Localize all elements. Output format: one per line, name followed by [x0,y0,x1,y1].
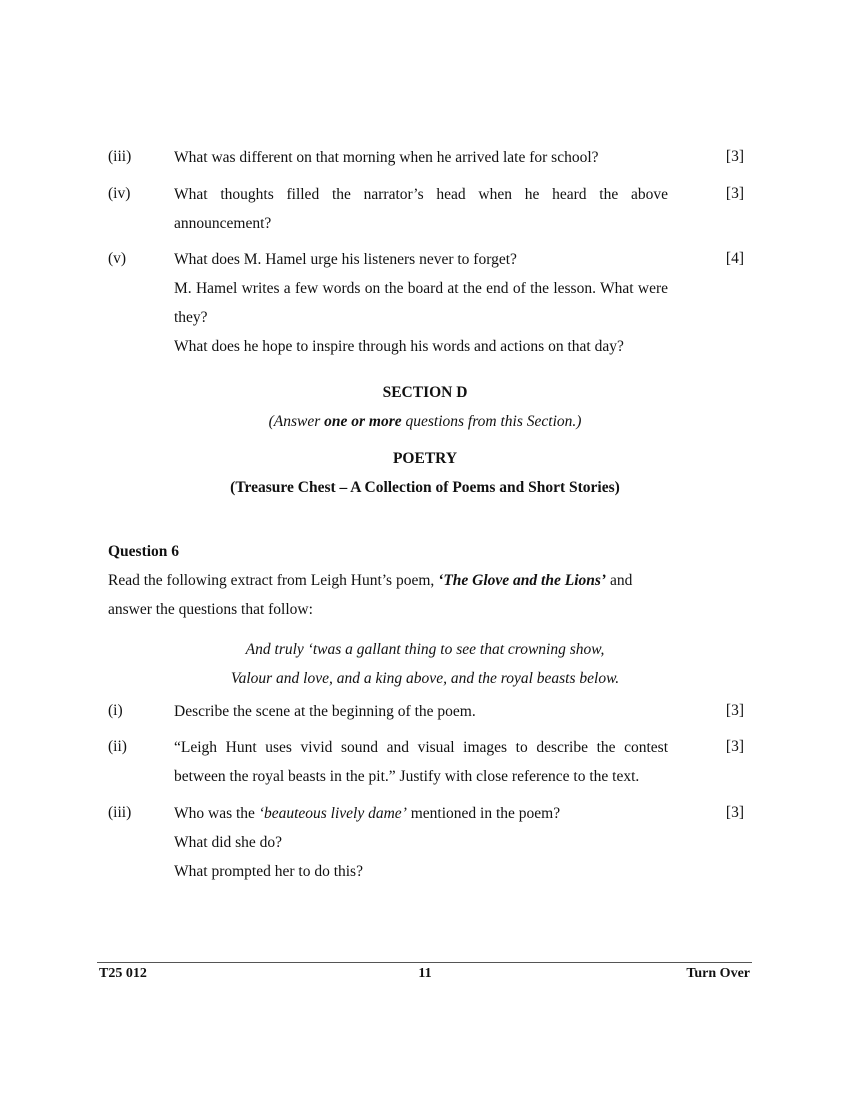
marks: [3] [725,738,744,755]
question-text [174,733,668,791]
paper-code: T25 012 [99,966,147,981]
marks: [3] [725,702,744,719]
question-line: What does he hope to inspire through his words and actions on that day? [174,338,624,355]
question-number: (iii) [108,148,132,165]
extract-line: Valour and love, and a king above, and the royal beasts below. [230,670,620,687]
question-line: What prompted her to do this? [174,863,363,880]
question-number: (iv) [108,185,131,202]
intro-prefix: Read the following extract from Leigh Hunt’s poem, [108,572,439,589]
quoted-phrase: ‘beauteous lively dame’ [258,805,407,822]
footer-divider [97,962,752,963]
question-6-intro [108,566,668,624]
question-line [174,799,668,828]
section-title: SECTION D [382,384,468,401]
instruction-bold: one or more [324,413,402,430]
question-text [174,697,668,726]
question-number: (i) [108,702,123,719]
marks: [3] [725,185,744,202]
intro-suffix: and answer the questions that follow: [108,572,633,618]
question-text [174,245,668,361]
line-prefix: Who was the [174,805,259,822]
line-suffix: mentioned in the poem? [406,805,561,822]
poem-extract [0,635,850,693]
subject-title: POETRY [392,450,458,467]
question-text [174,143,668,172]
page-number: 11 [418,966,432,981]
instruction-suffix: questions from this Section.) [401,413,582,430]
marks: [3] [725,804,744,821]
poem-title: ‘The Glove and the Lions’ [438,572,607,589]
question-line: M. Hamel writes a few words on the board at the end of the lesson. What were they? [174,280,668,326]
question-number: (v) [108,250,127,267]
question-number: (ii) [108,738,127,755]
marks: [3] [725,148,744,165]
question-line: “Leigh Hunt uses vivid sound and visual images to describe the contest between the royal beasts in the pit.” Justify with close reference to the text. [174,739,668,785]
marks: [4] [725,250,744,267]
turn-over: Turn Over [686,966,750,981]
question-line: What does M. Hamel urge his listeners never to forget? [174,251,517,268]
question-line: What thoughts filled the narrator’s head when he heard the above announcement? [174,186,668,232]
question-text [174,799,668,886]
question-line: What did she do? [174,834,283,851]
instruction-prefix: (Answer [268,413,325,430]
question-line: Describe the scene at the beginning of the poem. [174,703,476,720]
question-number: (iii) [108,804,132,821]
book-title: (Treasure Chest – A Collection of Poems and Short Stories) [230,479,620,496]
section-instruction [0,413,850,431]
extract-line: And truly ‘twas a gallant thing to see that crowning show, [245,641,605,658]
question-6-heading: Question 6 [108,543,180,560]
question-line: What was different on that morning when he arrived late for school? [174,149,599,166]
question-text [174,180,668,238]
